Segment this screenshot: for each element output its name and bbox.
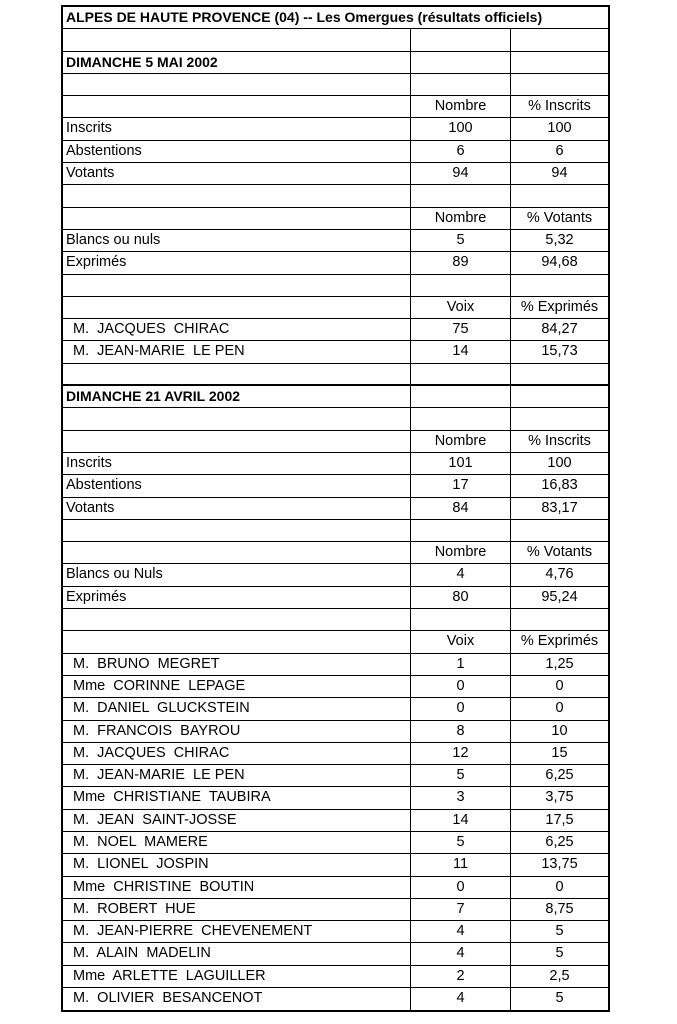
column-header-row (63, 96, 608, 118)
empty-cell (411, 185, 511, 206)
percent-value: 13,75 (541, 856, 578, 873)
row-label: Exprimés (63, 587, 411, 608)
row-label: Blancs ou Nuls (63, 564, 411, 585)
candidate-name: M. OLIVIER BESANCENOT (63, 988, 411, 1010)
column-header-row (63, 631, 608, 653)
vote-count: 12 (411, 743, 511, 764)
table-row (63, 921, 608, 943)
table-row (63, 988, 608, 1010)
table-row (63, 832, 608, 854)
table-row (63, 899, 608, 921)
table-row (63, 698, 608, 720)
percent-value: 8,75 (545, 900, 574, 917)
table-row (63, 475, 608, 497)
empty-cell (511, 275, 608, 296)
percent-value: 6,25 (545, 833, 574, 850)
count-value: 6 (411, 141, 511, 162)
document-title: ALPES DE HAUTE PROVENCE (04) -- Les Omergues (résultats officiels) (66, 9, 543, 25)
count-value: 17 (411, 475, 511, 496)
empty-cell (511, 29, 608, 50)
empty-cell (511, 74, 608, 95)
table-row (63, 163, 608, 185)
candidate-name: M. LIONEL JOSPIN (63, 854, 411, 875)
percent-value: 6 (555, 142, 564, 159)
candidate-name: Mme ARLETTE LAGUILLER (63, 966, 411, 987)
column-header-count: Nombre (411, 542, 511, 563)
blank-row (63, 520, 608, 542)
empty-cell (511, 520, 608, 541)
percent-value: 0 (555, 700, 564, 717)
candidate-name: M. JEAN-PIERRE CHEVENEMENT (63, 921, 411, 942)
count-value: 101 (411, 453, 511, 474)
table-row (63, 564, 608, 586)
empty-cell (63, 96, 411, 117)
table-row (63, 877, 608, 899)
candidate-name: M. ALAIN MADELIN (63, 943, 411, 964)
empty-cell (411, 275, 511, 296)
vote-count: 0 (411, 676, 511, 697)
column-header-count: Nombre (411, 431, 511, 452)
table-row (63, 943, 608, 965)
column-header-percent: % Inscrits (528, 98, 591, 115)
count-value: 89 (411, 252, 511, 273)
round-heading: DIMANCHE 5 MAI 2002 (63, 52, 411, 73)
percent-value: 84,27 (541, 321, 578, 338)
table-row (63, 743, 608, 765)
results-table (61, 5, 610, 1012)
percent-value: 83,17 (541, 499, 578, 516)
percent-value: 5 (555, 923, 564, 940)
count-value: 94 (411, 163, 511, 184)
table-row (63, 966, 608, 988)
row-label: Inscrits (63, 453, 411, 474)
empty-cell (63, 208, 411, 229)
candidate-name: M. JEAN SAINT-JOSSE (63, 810, 411, 831)
percent-value: 95,24 (541, 588, 578, 605)
percent-value: 0 (555, 677, 564, 694)
row-label: Inscrits (63, 118, 411, 139)
vote-count: 1 (411, 654, 511, 675)
percent-value: 5 (555, 945, 564, 962)
percent-value: 16,83 (541, 477, 578, 494)
section-row (63, 386, 608, 408)
empty-cell (411, 520, 511, 541)
column-header-percent: % Votants (526, 209, 593, 226)
table-row (63, 319, 608, 341)
candidate-name: M. NOEL MAMERE (63, 832, 411, 853)
column-header-row (63, 542, 608, 564)
empty-cell (511, 386, 608, 407)
blank-row (63, 29, 608, 51)
row-label: Blancs ou nuls (63, 230, 411, 251)
round-heading: DIMANCHE 21 AVRIL 2002 (63, 386, 411, 407)
empty-cell (63, 29, 411, 50)
row-label: Abstentions (63, 141, 411, 162)
title-row (63, 7, 608, 29)
table-row (63, 676, 608, 698)
blank-row (63, 185, 608, 207)
table-row (63, 654, 608, 676)
column-header-count: Voix (411, 631, 511, 652)
count-value: 100 (411, 118, 511, 139)
candidate-name: M. BRUNO MEGRET (63, 654, 411, 675)
vote-count: 5 (411, 765, 511, 786)
empty-cell (411, 74, 511, 95)
empty-cell (511, 364, 608, 384)
section-row (63, 52, 608, 74)
table-row (63, 341, 608, 363)
empty-cell (511, 52, 608, 73)
column-header-percent: % Exprimés (520, 298, 599, 315)
vote-count: 8 (411, 721, 511, 742)
empty-cell (511, 408, 608, 429)
empty-cell (63, 364, 411, 384)
percent-value: 0 (555, 878, 564, 895)
column-header-row (63, 297, 608, 319)
candidate-name: Mme CHRISTINE BOUTIN (63, 877, 411, 898)
percent-value: 15 (551, 744, 568, 761)
column-header-count: Nombre (411, 96, 511, 117)
empty-cell (411, 52, 511, 73)
vote-count: 4 (411, 988, 511, 1010)
percent-value: 15,73 (541, 343, 578, 360)
percent-value: 17,5 (545, 811, 574, 828)
candidate-name: M. JEAN-MARIE LE PEN (63, 341, 411, 362)
blank-row (63, 609, 608, 631)
percent-value: 5 (555, 990, 564, 1007)
table-row (63, 765, 608, 787)
count-value: 5 (411, 230, 511, 251)
table-row (63, 587, 608, 609)
percent-value: 10 (551, 722, 568, 739)
vote-count: 11 (411, 854, 511, 875)
candidate-name: M. DANIEL GLUCKSTEIN (63, 698, 411, 719)
percent-value: 6,25 (545, 767, 574, 784)
percent-value: 3,75 (545, 789, 574, 806)
percent-value: 94,68 (541, 254, 578, 271)
candidate-name: M. JEAN-MARIE LE PEN (63, 765, 411, 786)
candidate-name: M. FRANCOIS BAYROU (63, 721, 411, 742)
table-row (63, 252, 608, 274)
table-row (63, 854, 608, 876)
column-header-count: Voix (411, 297, 511, 318)
table-row (63, 810, 608, 832)
percent-value: 5,32 (545, 231, 574, 248)
percent-value: 100 (547, 120, 572, 137)
candidate-name: Mme CHRISTIANE TAUBIRA (63, 787, 411, 808)
empty-cell (411, 386, 511, 407)
table-row (63, 230, 608, 252)
empty-cell (63, 185, 411, 206)
percent-value: 4,76 (545, 566, 574, 583)
empty-cell (63, 431, 411, 452)
percent-value: 1,25 (545, 655, 574, 672)
empty-cell (63, 408, 411, 429)
empty-cell (63, 275, 411, 296)
count-value: 84 (411, 498, 511, 519)
empty-cell (63, 631, 411, 652)
empty-cell (63, 520, 411, 541)
blank-row (63, 408, 608, 430)
column-header-count: Nombre (411, 208, 511, 229)
column-header-row (63, 208, 608, 230)
percent-value: 94 (551, 165, 568, 182)
vote-count: 14 (411, 810, 511, 831)
vote-count: 75 (411, 319, 511, 340)
count-value: 4 (411, 564, 511, 585)
row-label: Votants (63, 163, 411, 184)
table-row (63, 141, 608, 163)
empty-cell (411, 609, 511, 630)
vote-count: 2 (411, 966, 511, 987)
empty-cell (411, 29, 511, 50)
column-header-row (63, 431, 608, 453)
vote-count: 14 (411, 341, 511, 362)
candidate-name: Mme CORINNE LEPAGE (63, 676, 411, 697)
table-row (63, 721, 608, 743)
table-row (63, 498, 608, 520)
row-label: Exprimés (63, 252, 411, 273)
percent-value: 100 (547, 454, 572, 471)
empty-cell (511, 609, 608, 630)
blank-row (63, 275, 608, 297)
vote-count: 0 (411, 877, 511, 898)
empty-cell (63, 297, 411, 318)
vote-count: 3 (411, 787, 511, 808)
candidate-name: M. ROBERT HUE (63, 899, 411, 920)
table-row (63, 453, 608, 475)
empty-cell (63, 542, 411, 563)
blank-row (63, 364, 608, 386)
empty-cell (63, 609, 411, 630)
row-label: Votants (63, 498, 411, 519)
vote-count: 4 (411, 921, 511, 942)
vote-count: 0 (411, 698, 511, 719)
empty-cell (411, 364, 511, 384)
candidate-name: M. JACQUES CHIRAC (63, 319, 411, 340)
row-label: Abstentions (63, 475, 411, 496)
column-header-percent: % Inscrits (528, 432, 591, 449)
vote-count: 7 (411, 899, 511, 920)
table-row (63, 787, 608, 809)
column-header-percent: % Exprimés (520, 633, 599, 650)
vote-count: 4 (411, 943, 511, 964)
empty-cell (411, 408, 511, 429)
count-value: 80 (411, 587, 511, 608)
percent-value: 2,5 (549, 967, 570, 984)
column-header-percent: % Votants (526, 544, 593, 561)
vote-count: 5 (411, 832, 511, 853)
empty-cell (511, 185, 608, 206)
table-row (63, 118, 608, 140)
empty-cell (63, 74, 411, 95)
candidate-name: M. JACQUES CHIRAC (63, 743, 411, 764)
blank-row (63, 74, 608, 96)
